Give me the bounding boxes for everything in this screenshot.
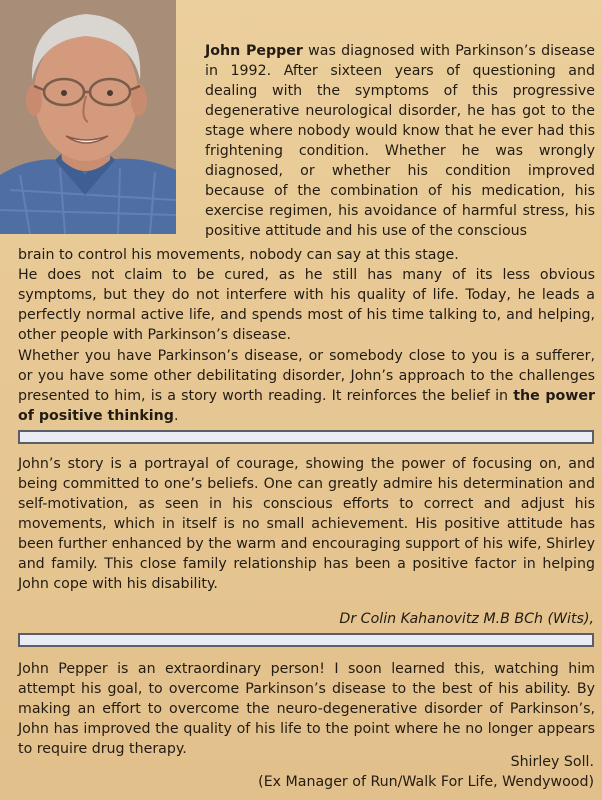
author-photo (0, 0, 176, 234)
testimonial-signature-title: (Ex Manager of Run/Walk For Life, Wendywood) (258, 774, 594, 790)
divider-bar (18, 633, 594, 647)
summary-text: Whether you have Parkinson’s disease, or somebody close to you is a sufferer, or you have some other debilitating disorder, John’s approach to the challenges presented to him, is a story worth reading. It reinforces the belief in (18, 348, 595, 404)
testimonial-paragraph: John Pepper is an extraordinary person! I soon learned this, watching him attempt his goal, to overcome Parkinson’s disease to the best of his ability. By making an effort to overcome the neuro-degenerative disorder of Parkinson’s, John has improved the quality of his life to the point where he no longer appears to require drug therapy. (18, 661, 595, 757)
summary-paragraph (18, 346, 595, 426)
testimonial-paragraph: John’s story is a portrayal of courage, showing the power of focusing on, and being committed to one’s beliefs. One can greatly admire his determination and self-motivation, as seen in his conscious efforts to correct and adjust his movements, which in itself is no small achievement. His positive attitude has been further enhanced by the warm and encouraging support of his wife, Shirley and family. This close family relationship has been a positive factor in helping John cope with his disability. (18, 456, 595, 592)
intro-text-continued: brain to control his movements, nobody can say at this stage. (18, 247, 459, 263)
summary-bold-text: the power of positive thinking (18, 388, 595, 424)
portrait-photo-icon (0, 0, 176, 234)
author-name: John Pepper (205, 43, 303, 59)
divider-bar (18, 430, 594, 444)
summary-end: . (173, 408, 179, 424)
intro-text: was diagnosed with Parkinson’s disease in 1992. After sixteen years of questioning and dealing with the symptoms of this progressive degenerative neurological disorder, he has got to the stage where nobody would know that he ever had this frightening condition. Whether he was wrongly diagnosed, or whether his condition improved because of the combination of his medication, his exercise regimen, his avoidance of harmful stress, his positive attitude and his use of the conscious (205, 43, 595, 239)
testimonial-signature: Dr Colin Kahanovitz M.B BCh (Wits), (339, 611, 594, 627)
intro-paragraph (205, 41, 595, 241)
intro-text-cured: He does not claim to be cured, as he still has many of its less obvious symptoms, but they do not interfere with his quality of life. Today, he leads a perfectly normal active life, and spends most of his time talking to, and helping, other people with Parkinson’s disease. (18, 267, 595, 343)
intro-continuation (18, 245, 595, 345)
testimonial-signature: Shirley Soll. (510, 754, 594, 770)
